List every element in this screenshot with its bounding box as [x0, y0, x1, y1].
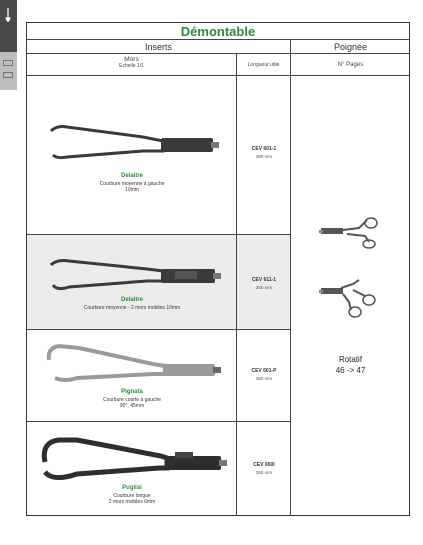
product-desc: Courbure courte à gauche [102, 397, 162, 403]
instrument-image [43, 121, 223, 166]
product-row [27, 330, 291, 422]
length-header: Longueur utile [237, 54, 291, 75]
product-ref: CEV 650I [253, 462, 275, 468]
product-desc: Courbure moyenne à gauche [99, 181, 165, 187]
pages-header: N° Pages [337, 62, 364, 68]
side-tab-light [0, 52, 17, 90]
mors-scale: Echelle 1/1 [119, 63, 144, 69]
product-length: 380 mm [255, 376, 273, 381]
mors-label: Mors [124, 56, 139, 63]
product-desc-2: 90°, 45mm [119, 403, 145, 409]
product-desc-2: 2 mors mobiles 6mm [108, 499, 156, 505]
scissor-handle-icon [319, 276, 381, 318]
product-table [26, 22, 410, 516]
tab-box-icon [3, 72, 13, 78]
product-name: Delaitre [120, 173, 143, 179]
product-ref: CEV 601-P [251, 368, 277, 374]
product-desc: Courbure moyenne - 2 mors mobiles 10mm [83, 305, 181, 311]
handle-pages: 46 -> 47 [335, 366, 366, 375]
product-length: 380 mm [255, 154, 273, 159]
product-row [27, 76, 291, 235]
table-title: Démontable [27, 23, 409, 40]
product-length: 380 mm [255, 470, 273, 475]
mors-header [27, 54, 237, 75]
handle-column [291, 76, 410, 516]
product-row [27, 235, 291, 330]
header-row [27, 40, 409, 54]
product-desc-2: 10mm [125, 187, 139, 193]
product-name: Pignata [121, 389, 143, 395]
subheader-row [27, 54, 409, 76]
instrument-image [43, 342, 223, 387]
product-desc: Courbure longue [113, 493, 151, 499]
product-name: Delaitre [120, 297, 143, 303]
instrument-image [37, 432, 227, 484]
poignee-header: Poignée [333, 42, 368, 52]
scissor-handle-icon [319, 216, 381, 250]
side-tab [0, 0, 17, 90]
instrument-mark-icon [5, 8, 11, 22]
product-row [27, 422, 291, 516]
instrument-image [43, 255, 223, 295]
product-ref: CEV 601-1 [251, 146, 277, 152]
product-name: Puglisi [122, 485, 142, 491]
product-ref: CEV 611-1 [251, 277, 277, 283]
tab-box-icon [3, 60, 13, 66]
handle-label: Rotatif [338, 355, 363, 364]
inserts-header: Inserts [27, 40, 291, 53]
product-length: 380 mm [255, 285, 273, 290]
